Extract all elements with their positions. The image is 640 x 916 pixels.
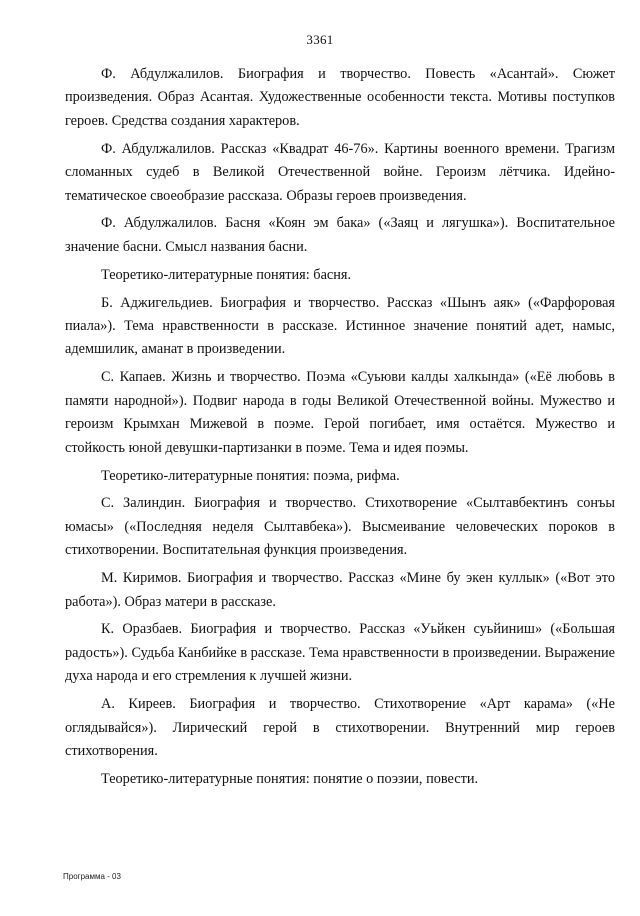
page-footer: Программа - 03 bbox=[63, 872, 121, 881]
paragraph-adzhigeldiev: Б. Аджигельдиев. Биография и творчество. Рассказ «Шынъ аяк» («Фарфоровая пиала»). Тема нравственности в рассказе. Истинное значение понятий адет, намыс, адемшилик, аманат в произведении. bbox=[65, 294, 615, 358]
document-body bbox=[65, 63, 615, 796]
paragraph-theory-poema: Теоретико-литературные понятия: поэма, рифма. bbox=[101, 467, 400, 484]
paragraph-abdulzhalilov-kvadrat: Ф. Абдулжалилов. Рассказ «Квадрат 46-76». Картины военного времени. Трагизм сломанных судеб в Великой Отечественной войне. Героизм лётчика. Идейно-тематическое своеобразие рассказа. Образы героев произведения. bbox=[65, 140, 615, 204]
page-number: 3361 bbox=[306, 32, 334, 47]
paragraph-kirimov: М. Киримов. Биография и творчество. Рассказ «Мине бу экен куллык» («Вот это работа»). Образ матери в рассказе. bbox=[65, 570, 615, 610]
paragraph-orazbaev: К. Оразбаев. Биография и творчество. Рассказ «Уьйкен суьйиниш» («Большая радость»). Судьба Канбийке в рассказе. Тема нравственности в произведении. Выражение духа народа и его стремления к лучшей жизни. bbox=[65, 621, 615, 685]
paragraph-abdulzhalilov-basnya: Ф. Абдулжалилов. Басня «Коян эм бака» («Заяц и лягушка»). Воспитательное значение басни. Смысл названия басни. bbox=[65, 215, 615, 255]
paragraph-theory-poezii: Теоретико-литературные понятия: понятие о поэзии, повести. bbox=[101, 770, 479, 787]
paragraph-theory-basnya: Теоретико-литературные понятия: басня. bbox=[101, 266, 352, 283]
paragraph-kapaev: С. Капаев. Жизнь и творчество. Поэма «Суьюви калды халкында» («Её любовь в памяти народной»). Подвиг народа в годы Великой Отечественной войны. Мужество и героизм Крымхан Мижевой в поэме. Герой погибает, имя остаётся. Мужество и стойкость юной девушки-партизанки в поэме. Тема и идея поэмы. bbox=[65, 369, 615, 456]
paragraph-kireev: А. Киреев. Биография и творчество. Стихотворение «Арт карама» («Не оглядывайся»). Лирический герой в стихотворении. Внутренний мир героев стихотворения. bbox=[65, 696, 615, 759]
paragraph-abdulzhalilov-asantay: Ф. Абдулжалилов. Биография и творчество. Повесть «Асантай». Сюжет произведения. Образ Асантая. Художественные особенности текста. Мотивы поступков героев. Средства создания характеров. bbox=[65, 66, 615, 129]
paragraph-zalindin: С. Залиндин. Биография и творчество. Стихотворение «Сылтавбектинъ сонъы юмасы» («Последняя неделя Сылтавбека»). Высмеивание человеческих пороков в стихотворении. Воспитательная функция произведения. bbox=[65, 495, 615, 559]
